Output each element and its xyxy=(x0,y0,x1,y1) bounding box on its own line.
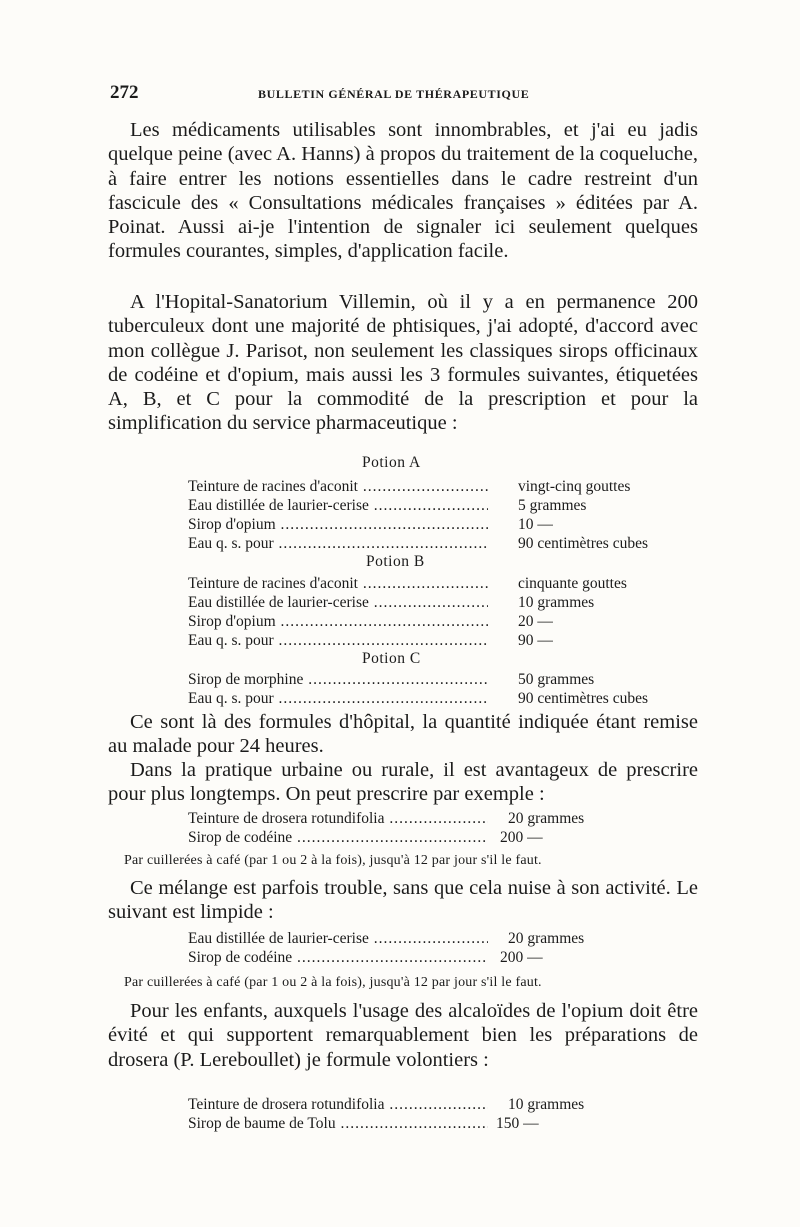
paragraph-6: Pour les enfants, auxquels l'usage des alcaloïdes de l'opium doit être évité et qui supportent remarquablement bien les préparations de drosera (P. Lereboullet) je formule volontiers : xyxy=(108,1000,698,1071)
ingredient-quantity: 10 grammes xyxy=(508,1096,585,1113)
potion-a-title: Potion A xyxy=(362,454,421,471)
formula-row xyxy=(188,574,688,594)
ingredient-quantity: 20 — xyxy=(518,613,553,630)
paragraph-3: Ce sont là des formules d'hôpital, la quantité indiquée étant remise au malade pour 24 heures. xyxy=(108,711,698,758)
formula-row xyxy=(188,1114,688,1134)
formula-row xyxy=(188,929,688,949)
ingredient-quantity: 150 — xyxy=(496,1115,539,1132)
ingredient-quantity: 10 grammes xyxy=(518,594,595,611)
ingredient-quantity: 20 grammes xyxy=(508,810,585,827)
ingredient-name: Eau q. s. pour ..... xyxy=(188,689,488,709)
formula-row xyxy=(188,612,688,632)
formula-row xyxy=(188,515,688,535)
page-header xyxy=(110,82,696,106)
ingredient-name: Eau distillée de laurier-cerise ..... xyxy=(188,593,488,613)
ingredient-quantity: 90 centimètres cubes xyxy=(518,690,648,707)
paragraph-1: Les médicaments utilisables sont innombrables, et j'ai eu jadis quelque peine (avec A. Hanns) à propos du traitement de la coqueluche, à faire entrer les notions essentielles dans le cadre restreint d'un fascicule des « Consultations médicales françaises » éditées par A. Poinat. Aussi ai-je l'intention de signaler ici seulement quelques formules courantes, simples, d'application facile. xyxy=(108,119,698,263)
ingredient-name: Teinture de racines d'aconit ..... xyxy=(188,477,488,497)
ingredient-quantity: 5 grammes xyxy=(518,497,587,514)
ingredient-quantity: 90 centimètres cubes xyxy=(518,535,648,552)
ingredient-name: Teinture de drosera rotundifolia ..... xyxy=(188,1095,488,1115)
formula-row xyxy=(188,631,688,651)
ingredient-name: Eau distillée de laurier-cerise ..... xyxy=(188,496,488,516)
potion-b-title: Potion B xyxy=(366,553,425,570)
ingredient-quantity: 200 — xyxy=(500,949,543,966)
ingredient-name: Sirop de codéine ..... xyxy=(188,948,488,968)
ingredient-name: Sirop d'opium ..... xyxy=(188,612,488,632)
ingredient-name: Teinture de drosera rotundifolia ..... xyxy=(188,809,488,829)
formula-row xyxy=(188,809,688,829)
dosage-note: Par cuillerées à café (par 1 ou 2 à la fois), jusqu'à 12 par jour s'il le faut. xyxy=(124,853,542,868)
paragraph-4: Dans la pratique urbaine ou rurale, il est avantageux de prescrire pour plus longtemps. On peut prescrire par exemple : xyxy=(108,759,698,806)
ingredient-quantity: vingt-cinq gouttes xyxy=(518,478,631,495)
formula-row xyxy=(188,670,688,690)
page-number: 272 xyxy=(110,82,139,103)
ingredient-name: Sirop de morphine ..... xyxy=(188,670,488,690)
ingredient-quantity: 90 — xyxy=(518,632,553,649)
formula-row xyxy=(188,477,688,497)
formula-row xyxy=(188,948,688,968)
paragraph-5: Ce mélange est parfois trouble, sans que cela nuise à son activité. Le suivant est limpide : xyxy=(108,877,698,924)
potion-c-title: Potion C xyxy=(362,650,421,667)
ingredient-name: Eau q. s. pour ..... xyxy=(188,534,488,554)
ingredient-quantity: 50 grammes xyxy=(518,671,595,688)
formula-row xyxy=(188,496,688,516)
ingredient-name: Sirop de codéine ..... xyxy=(188,828,488,848)
formula-row xyxy=(188,689,688,709)
ingredient-quantity: 20 grammes xyxy=(508,930,585,947)
ingredient-quantity: 10 — xyxy=(518,516,553,533)
running-title: BULLETIN GÉNÉRAL DE THÉRAPEUTIQUE xyxy=(258,87,530,101)
paragraph-2: A l'Hopital-Sanatorium Villemin, où il y a en permanence 200 tuberculeux dont une majorité de phtisiques, j'ai adopté, d'accord avec mon collègue J. Parisot, non seulement les classiques sirops officinaux de codéine et d'opium, mais aussi les 3 formules suivantes, étiquetées A, B, et C pour la commodité de la prescription et pour la simplification du service pharmaceutique : xyxy=(108,291,698,435)
formula-row xyxy=(188,593,688,613)
formula-row xyxy=(188,828,688,848)
ingredient-name: Eau q. s. pour ..... xyxy=(188,631,488,651)
ingredient-name: Eau distillée de laurier-cerise ..... xyxy=(188,929,488,949)
formula-row xyxy=(188,1095,688,1115)
ingredient-quantity: 200 — xyxy=(500,829,543,846)
formula-row xyxy=(188,534,688,554)
dosage-note: Par cuillerées à café (par 1 ou 2 à la fois), jusqu'à 12 par jour s'il le faut. xyxy=(124,975,542,990)
ingredient-quantity: cinquante gouttes xyxy=(518,575,627,592)
ingredient-name: Teinture de racines d'aconit ..... xyxy=(188,574,488,594)
ingredient-name: Sirop d'opium ..... xyxy=(188,515,488,535)
ingredient-name: Sirop de baume de Tolu ..... xyxy=(188,1114,488,1134)
